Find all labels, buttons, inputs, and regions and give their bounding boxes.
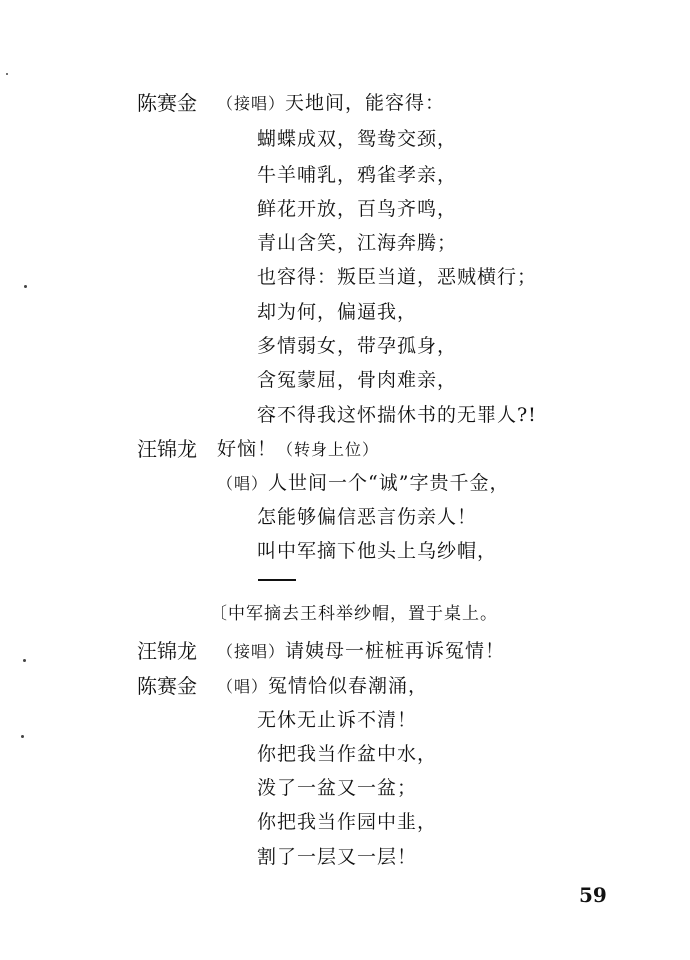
lyric-text: 天地间，能容得： xyxy=(285,92,446,114)
scan-speck xyxy=(6,73,8,75)
singing-cue: （唱） xyxy=(217,474,269,493)
lyric-line: 怎能够偏信恶言伤亲人！ xyxy=(257,506,478,528)
spoken-line xyxy=(217,437,379,462)
sung-line xyxy=(217,91,445,116)
lyric-text: 请姨母一桩桩再诉冤情！ xyxy=(285,640,506,662)
speaker-name: 汪锦龙 xyxy=(137,639,197,663)
lyric-text: 冤情恰似春潮涌， xyxy=(268,675,429,697)
singing-cue: （接唱） xyxy=(217,94,286,113)
speaker-name: 陈赛金 xyxy=(137,674,197,698)
scan-speck xyxy=(24,285,27,288)
lyric-line: 多情弱女，带孕孤身， xyxy=(257,335,458,357)
lyric-line: 青山含笑，江海奔腾； xyxy=(257,232,458,254)
lyric-line: 叫中军摘下他头上乌纱帽， xyxy=(257,540,498,562)
lyric-line: 鲜花开放，百鸟齐鸣， xyxy=(257,198,458,220)
lyric-line: 泼了一盆又一盆； xyxy=(257,777,418,799)
stage-direction: 〔中军摘去王科举纱帽，置于桌上。 xyxy=(210,604,498,624)
singing-cue: （接唱） xyxy=(217,642,286,661)
dash-divider xyxy=(258,579,296,581)
singing-cue: （唱） xyxy=(217,677,269,696)
lyric-line: 蝴蝶成双，鸳鸯交颈， xyxy=(257,128,458,150)
lyric-line: 容不得我这怀揣休书的无罪人?! xyxy=(257,404,537,426)
lyric-line: 割了一层又一层！ xyxy=(257,846,418,868)
spoken-text: 好恼！ xyxy=(217,438,278,460)
page-number: 59 xyxy=(579,883,607,907)
scan-speck xyxy=(23,659,26,662)
sung-line xyxy=(217,471,509,496)
speaker-name: 陈赛金 xyxy=(137,91,197,115)
lyric-line: 却为何，偏逼我， xyxy=(257,301,418,323)
scan-speck xyxy=(21,735,24,738)
lyric-line: 也容得：叛臣当道，恶贼横行； xyxy=(257,266,538,288)
lyric-line: 你把我当作盆中水， xyxy=(257,743,438,765)
lyric-line: 无休无止诉不清！ xyxy=(257,709,418,731)
lyric-line: 你把我当作园中韭， xyxy=(257,811,438,833)
lyric-line: 牛羊哺乳，鸦雀孝亲， xyxy=(257,164,458,186)
action-direction: （转身上位） xyxy=(277,440,380,459)
sung-line xyxy=(217,674,428,699)
sung-line xyxy=(217,639,505,664)
speaker-name: 汪锦龙 xyxy=(137,437,197,461)
lyric-line: 含冤蒙屈，骨肉难亲， xyxy=(257,369,458,391)
lyric-text: 人世间一个“诚”字贵千金， xyxy=(268,472,510,494)
